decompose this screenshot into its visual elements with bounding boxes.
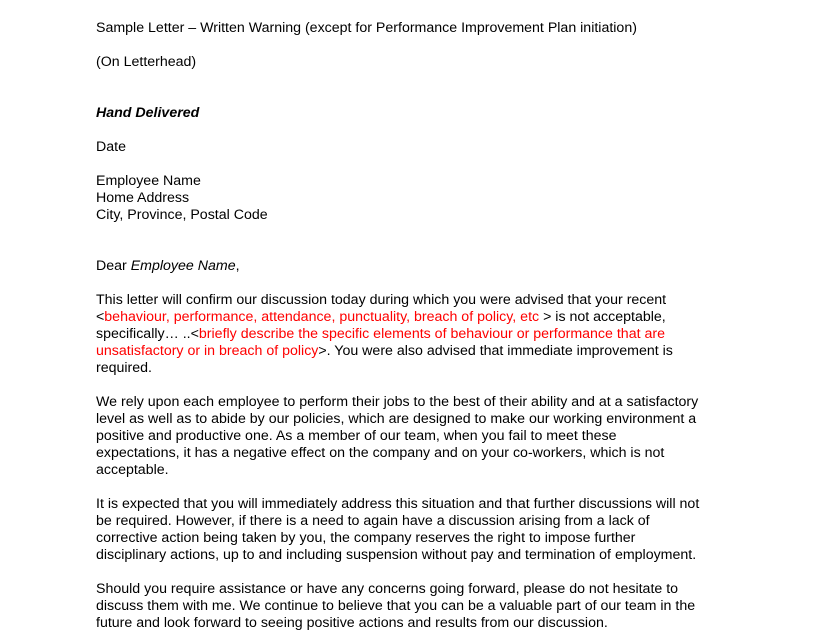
paragraph-line: level as well as to abide by our policies, which are designed to make our working environment a (96, 411, 697, 427)
letter-date: Date (96, 139, 126, 155)
paragraph-line: acceptable. (96, 462, 169, 478)
document-title: Sample Letter – Written Warning (except for Performance Improvement Plan initiation) (96, 20, 637, 36)
paragraph-line (96, 309, 726, 326)
recipient-address (96, 173, 726, 224)
paragraph-line: We rely upon each employee to perform their jobs to the best of their ability and at a satisfactory (96, 394, 699, 410)
paragraph-text: >. You were also advised that immediate improvement is (318, 343, 673, 359)
placeholder-text: behaviour, performance, attendance, punctuality, breach of policy, etc (104, 309, 540, 325)
paragraph-confirmation (96, 292, 726, 377)
paragraph-line: future and look forward to seeing positive actions and results from our discussion. (96, 615, 608, 631)
salutation (96, 258, 726, 275)
paragraph-line: corrective action being taken by you, the company reserves the right to impose further (96, 530, 636, 546)
placeholder-text: briefly describe the specific elements of behaviour or performance that are (198, 326, 665, 342)
paragraph-line: positive and productive one. As a member of our team, when you fail to meet these (96, 428, 617, 444)
paragraph-line: required. (96, 360, 152, 376)
paragraph-consequences (96, 496, 726, 564)
paragraph-text: > is not acceptable, (539, 309, 666, 325)
salutation-suffix: , (235, 258, 240, 274)
paragraph-text: specifically… ..< (96, 326, 199, 342)
paragraph-line (96, 343, 726, 360)
delivery-method: Hand Delivered (96, 105, 200, 121)
paragraph-text: < (96, 309, 105, 325)
paragraph-line: discuss them with me. We continue to believe that you can be a valuable part of our team in the (96, 598, 696, 614)
paragraph-assistance (96, 581, 726, 632)
placeholder-text: unsatisfactory or in breach of policy (96, 343, 319, 359)
paragraph-line: Should you require assistance or have any concerns going forward, please do not hesitate to (96, 581, 679, 597)
paragraph-line: It is expected that you will immediately address this situation and that further discussions will not (96, 496, 700, 512)
recipient-name: Employee Name (96, 173, 201, 189)
paragraph-line: This letter will confirm our discussion today during which you were advised that your recent (96, 292, 667, 308)
recipient-street: Home Address (96, 190, 190, 206)
paragraph-line: be required. However, if there is a need to again have a discussion arising from a lack of (96, 513, 650, 529)
paragraph-line: expectations, it has a negative effect on the company and on your co-workers, which is not (96, 445, 665, 461)
recipient-city: City, Province, Postal Code (96, 207, 268, 223)
letter-document (96, 20, 726, 632)
letterhead-note: (On Letterhead) (96, 54, 197, 70)
salutation-prefix: Dear (96, 258, 131, 274)
salutation-name: Employee Name (130, 258, 236, 274)
paragraph-expectations (96, 394, 726, 479)
paragraph-line: disciplinary actions, up to and including suspension without pay and termination of employment. (96, 547, 697, 563)
paragraph-line (96, 326, 726, 343)
